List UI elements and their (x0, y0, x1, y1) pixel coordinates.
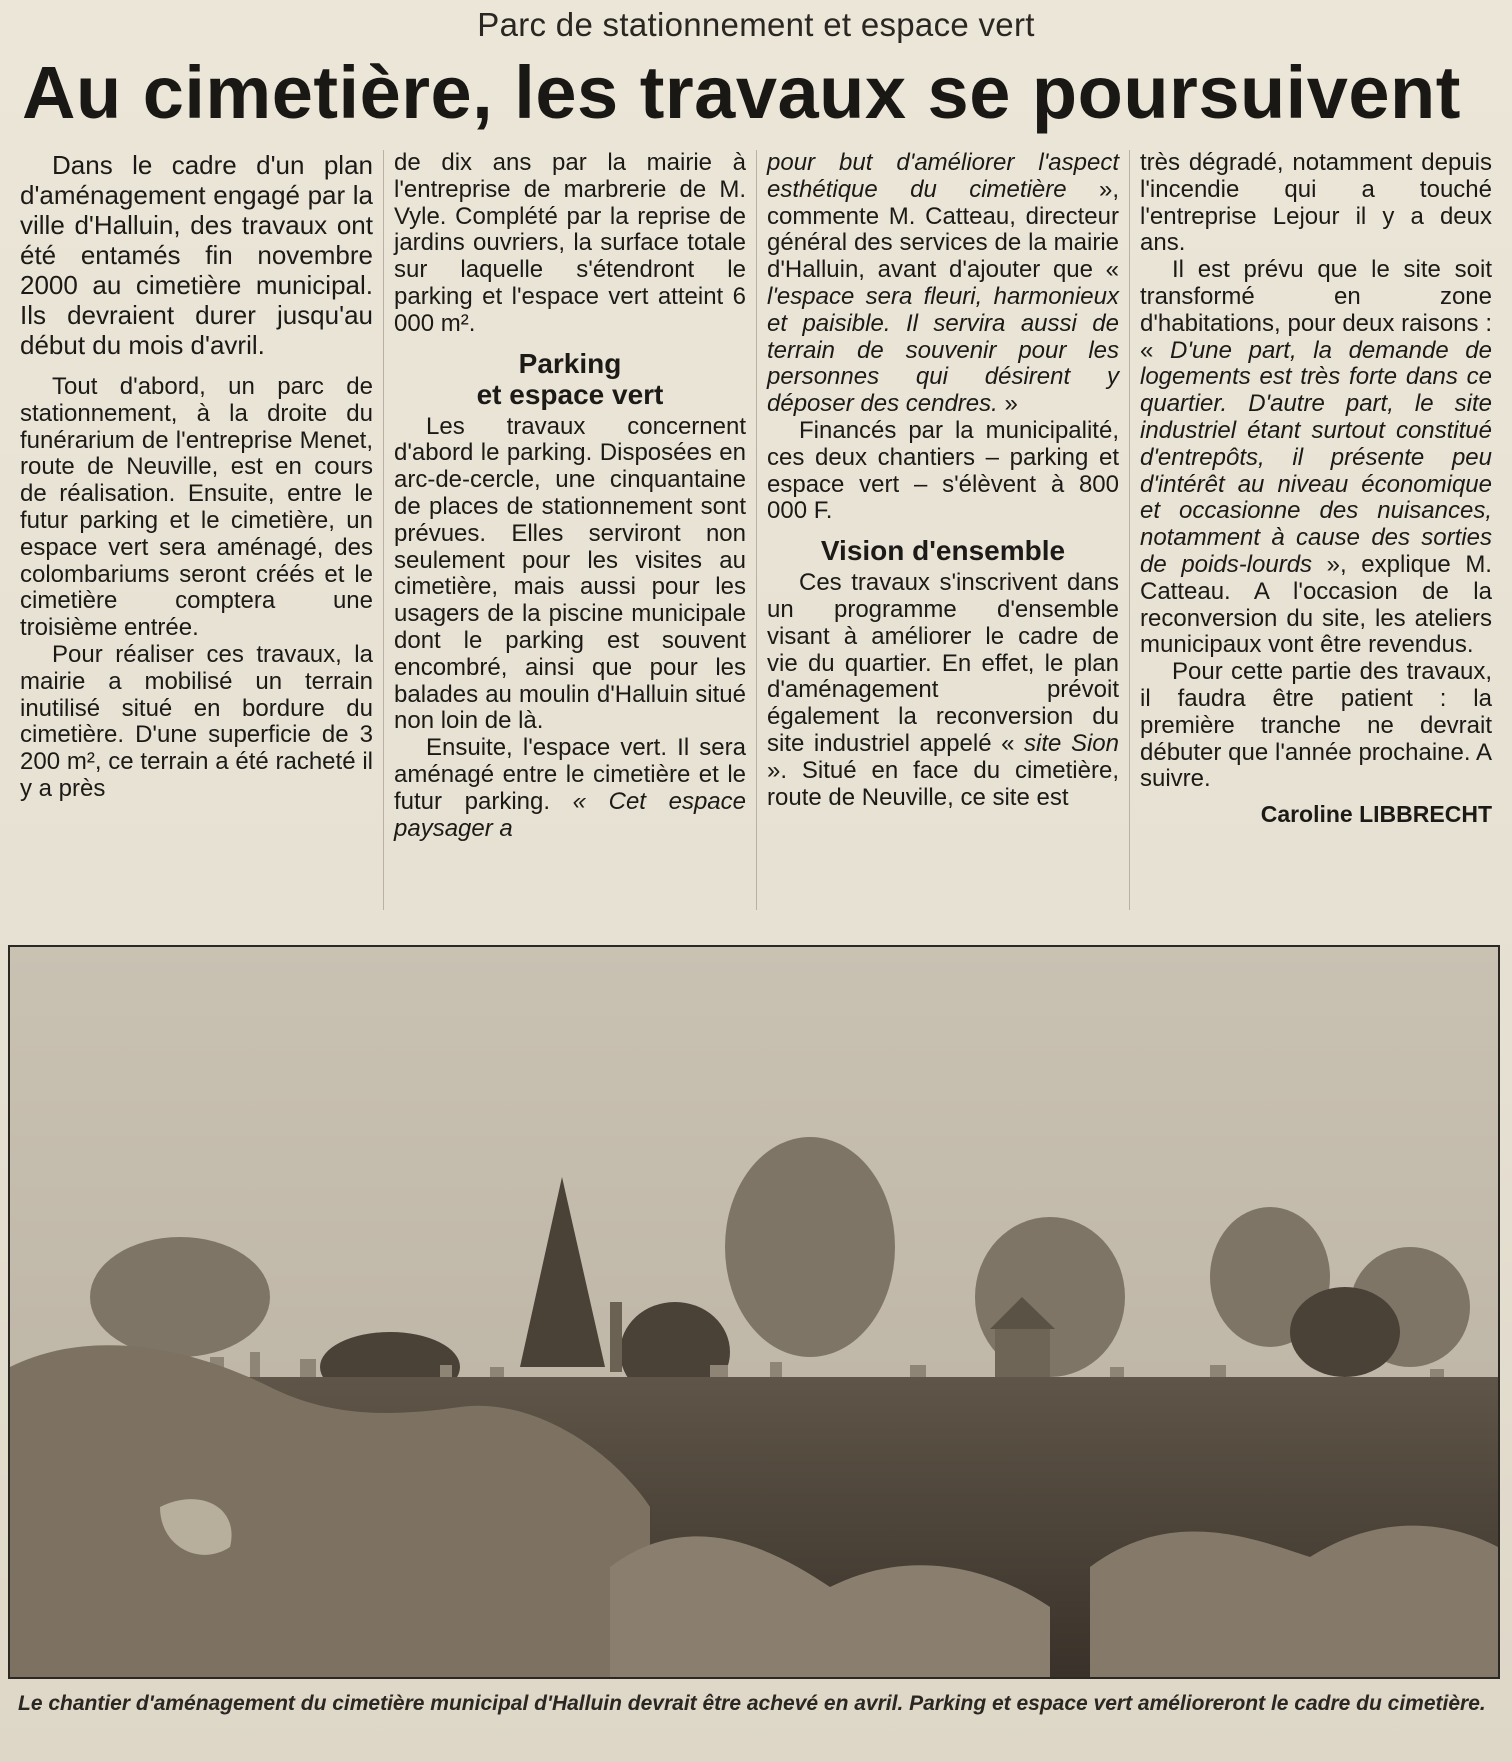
paragraph: de dix ans par la mairie à l'entreprise de marbrerie de M. Vyle. Complété par la reprise de jardins ouvriers, la surface totale sur laquelle s'étendront le parking et l'espace vert atteint 6 000 m². (394, 149, 746, 337)
paragraph (767, 570, 1119, 811)
lead-paragraph: Dans le cadre d'un plan d'aménagement engagé par la ville d'Halluin, des travaux ont été entamés fin novembre 2000 au cimetière municipal. Ils devraient durer jusqu'au début du mois d'avril. (20, 150, 373, 360)
photo-illustration (10, 947, 1498, 1677)
photo-caption: Le chantier d'aménagement du cimetière municipal d'Halluin devrait être achevé en avril. Parking et espace vert amélioreront le cadre du cimetière. (18, 1692, 1486, 1715)
subheading-parking (394, 348, 746, 410)
paragraph-text: », explique M. Catteau. A l'occasion de la reconversion du site, les ateliers municipaux vont être revendus. (1140, 550, 1492, 659)
column-4 (1129, 150, 1502, 910)
paragraph-text: Ensuite, l'espace vert. Il sera aménagé entre le cimetière et le futur parking. (394, 734, 746, 815)
column-2 (383, 150, 756, 910)
paragraph (394, 735, 746, 842)
paragraph-text: Il est prévu que le site soit transformé en zone d'habitations, pour deux raisons : « (1140, 256, 1492, 364)
column-3 (756, 150, 1129, 910)
paragraph-text: ». Situé en face du cimetière, route de Neuville, ce site est (767, 756, 1119, 811)
subheading-line: et espace vert (476, 378, 664, 410)
paragraph: Pour cette partie des travaux, il faudra être patient : la première tranche ne devrait débuter que l'année prochaine. A suivre. (1140, 658, 1492, 793)
paragraph: Financés par la municipalité, ces deux chantiers – parking et espace vert – s'élèvent à 800 000 F. (767, 416, 1119, 525)
paragraph-text: Ces travaux s'inscrivent dans un programme d'ensemble visant à améliorer le cadre de vie du quartier. En effet, le plan d'aménagement prévoit également la reconversion du site industriel appelé « (767, 569, 1119, 757)
paragraph-text: », commente M. Catteau, directeur général des services de la mairie d'Halluin, avant d'ajouter que « (767, 175, 1119, 284)
paragraph: Tout d'abord, un parc de stationnement, à la droite du funérarium de l'entreprise Menet, route de Neuville, est en cours de réalisation. Ensuite, entre le futur parking et le cimetière, un espace vert sera aménagé, des colombariums seront créés et le cimetière comptera une troisième entrée. (20, 373, 373, 642)
paragraph: Les travaux concernent d'abord le parking. Disposées en arc-de-cercle, une cinquantaine de places de stationnement sont prévues. Elles serviront non seulement pour les visites au cimetière, mais aussi pour les usagers de la piscine municipale dont le parking est souvent encombré, ainsi que pour les balades au moulin d'Halluin situé non loin de là. (394, 412, 746, 735)
article-kicker: Parc de stationnement et espace vert (477, 6, 1035, 43)
quote-text: site Sion (1024, 729, 1119, 757)
article-body (10, 150, 1502, 910)
subheading-vision: Vision d'ensemble (820, 535, 1066, 567)
quote-text: pour but d'améliorer l'aspect esthétique du cimetière (767, 149, 1119, 203)
subheading-line: Parking (518, 347, 622, 379)
quote-text: D'une part, la demande de logements est très forte dans ce quartier. D'autre part, le site industriel étant surtout constitué d'entrepôts, il présente peu d'intérêt au niveau économique et occasionne des nuisances, notamment à cause des sorties de poids-lourds (1140, 336, 1493, 578)
quote-text: « Cet espace paysager a (394, 787, 746, 842)
author-byline: Caroline LIBBRECHT (1260, 801, 1492, 828)
paragraph: très dégradé, notamment depuis l'incendie qui a touché l'entreprise Lejour il y a deux ans. (1140, 149, 1492, 257)
paragraph (1140, 257, 1492, 659)
quote-text: l'espace sera fleuri, harmonieux et paisible. Il servira aussi de terrain de souvenir pour les personnes qui désirent y déposer des cendres. (767, 282, 1119, 418)
chimney (610, 1302, 622, 1372)
cemetery-photo (8, 945, 1500, 1679)
paragraph: Pour réaliser ces travaux, la mairie a mobilisé un terrain inutilisé situé en bordure du cimetière. D'une superficie de 3 200 m², ce terrain a été racheté il y a près (20, 640, 373, 802)
article-headline: Au cimetière, les travaux se poursuivent (22, 51, 1461, 134)
paragraph (767, 150, 1119, 418)
column-1 (10, 150, 383, 910)
paragraph-text: » (997, 390, 1018, 418)
